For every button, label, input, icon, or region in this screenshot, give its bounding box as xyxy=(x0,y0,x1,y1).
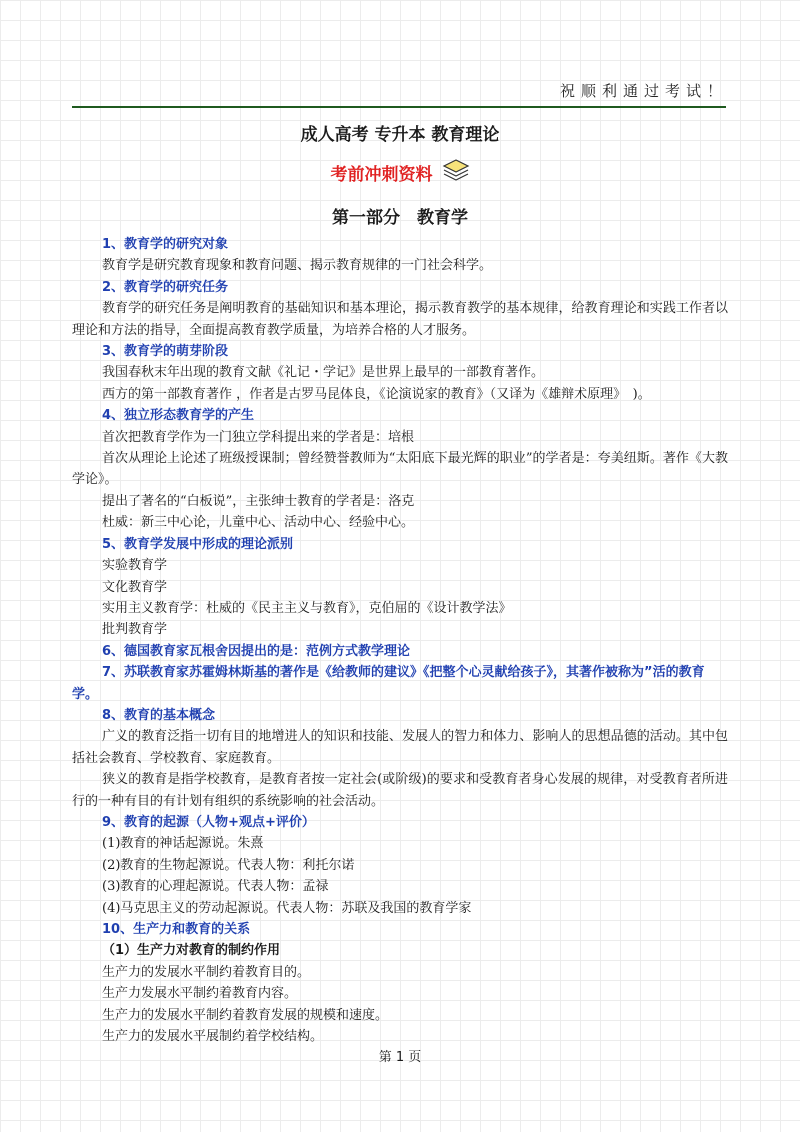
body-line: 批判教育学 xyxy=(102,622,168,638)
part-title: 第一部分 教育学 xyxy=(332,208,468,228)
body-line: 生产力发展水平制约着教育内容。 xyxy=(102,986,298,1002)
body-line: 实验教育学 xyxy=(102,558,168,574)
body-line: (1)教育的神话起源说。朱熹 xyxy=(102,836,264,852)
body-paragraph: 狭义的教育是指学校教育，是教育者按一定社会(或阶级)的要求和受教育者身心发展的规律，对受教育者所进行的一种有目的有计划有组织的系统影响的社会活动。 xyxy=(72,772,728,809)
header-slogan: 祝顺利通过考试！ xyxy=(559,82,728,100)
section-heading: 6、德国教育家瓦根舍因提出的是：范例方式教学理论 xyxy=(102,643,411,659)
body-line: 生产力的发展水平展制约着学校结构。 xyxy=(102,1029,324,1045)
body-line: (4)马克思主义的劳动起源说。代表人物：苏联及我国的教育学家 xyxy=(102,900,472,916)
page-number: 第 1 页 xyxy=(378,1050,422,1065)
body-line: (2)教育的生物起源说。代表人物：利托尔诺 xyxy=(102,857,355,873)
body-line: 首次把教育学作为一门独立学科提出来的学者是：培根 xyxy=(102,429,415,445)
section-heading: 4、独立形态教育学的产生 xyxy=(102,408,255,424)
section-heading: 9、教育的起源（人物+观点+评价） xyxy=(102,814,315,830)
body-paragraph: 教育学的研究任务是阐明教育的基础知识和基本理论，揭示教育教学的基本规律，给教育理论和实践工作者以理论和方法的指导，全面提高教育教学质量，为培养合格的人才服务。 xyxy=(72,301,728,338)
section-heading: 8、教育的基本概念 xyxy=(102,707,216,723)
section-heading: 2、教育学的研究任务 xyxy=(102,279,229,295)
body-line: 生产力的发展水平制约着教育发展的规模和速度。 xyxy=(102,1007,389,1023)
body-line: 西方的第一部教育著作 ，作者是古罗马昆体良，《论演说家的教育》（又译为《雄辩术原理》 )。 xyxy=(102,386,651,402)
body-line: 杜威：新三中心论，儿童中心、活动中心、经验中心。 xyxy=(102,515,415,531)
body-line: 我国春秋末年出现的教育文献《礼记・学记》是世界上最早的一部教育著作。 xyxy=(102,365,545,381)
header-divider xyxy=(72,106,726,108)
body-line: 实用主义教育学：杜威的《民主主义与教育》，克伯屈的《设计教学法》 xyxy=(102,600,512,616)
section-heading: 10、生产力和教育的关系 xyxy=(102,922,251,937)
body-line: 提出了著名的“白板说”，主张绅士教育的学者是：洛克 xyxy=(102,493,415,509)
body-paragraph: 广义的教育泛指一切有目的地增进人的知识和技能、发展人的智力和体力、影响人的思想品德的活动。其中包括社会教育、学校教育、家庭教育。 xyxy=(72,729,728,766)
body-line: 生产力的发展水平制约着教育目的。 xyxy=(102,964,311,980)
section-heading: 5、教育学发展中形成的理论派别 xyxy=(102,536,294,552)
section-heading: 7、苏联教育家苏霍姆林斯基的著作是《给教师的建议》《把整个心灵献给孩子》，其著作被称为”活的教育学。 xyxy=(72,665,705,702)
layers-stack-icon xyxy=(442,158,470,186)
section-heading: 1、教育学的研究对象 xyxy=(102,237,229,252)
body-line: (3)教育的心理起源说。代表人物：孟禄 xyxy=(102,879,329,895)
subtitle-row xyxy=(0,158,800,186)
body-line: 文化教育学 xyxy=(102,579,168,595)
body-line: 教育学是研究教育现象和教育问题、揭示教育规律的一门社会科学。 xyxy=(102,258,493,274)
document-body xyxy=(72,234,728,1047)
section-heading: 3、教育学的萌芽阶段 xyxy=(102,344,229,360)
subtitle: 考前冲刺资料 xyxy=(330,164,433,185)
body-paragraph: 首次从理论上论述了班级授课制；曾经赞誉教师为“太阳底下最光辉的职业”的学者是：夸美纽斯。著作《大教学论》。 xyxy=(72,451,728,488)
document-title: 成人高考 专升本 教育理论 xyxy=(300,125,500,145)
sub-heading: （1）生产力对教育的制约作用 xyxy=(102,943,281,959)
